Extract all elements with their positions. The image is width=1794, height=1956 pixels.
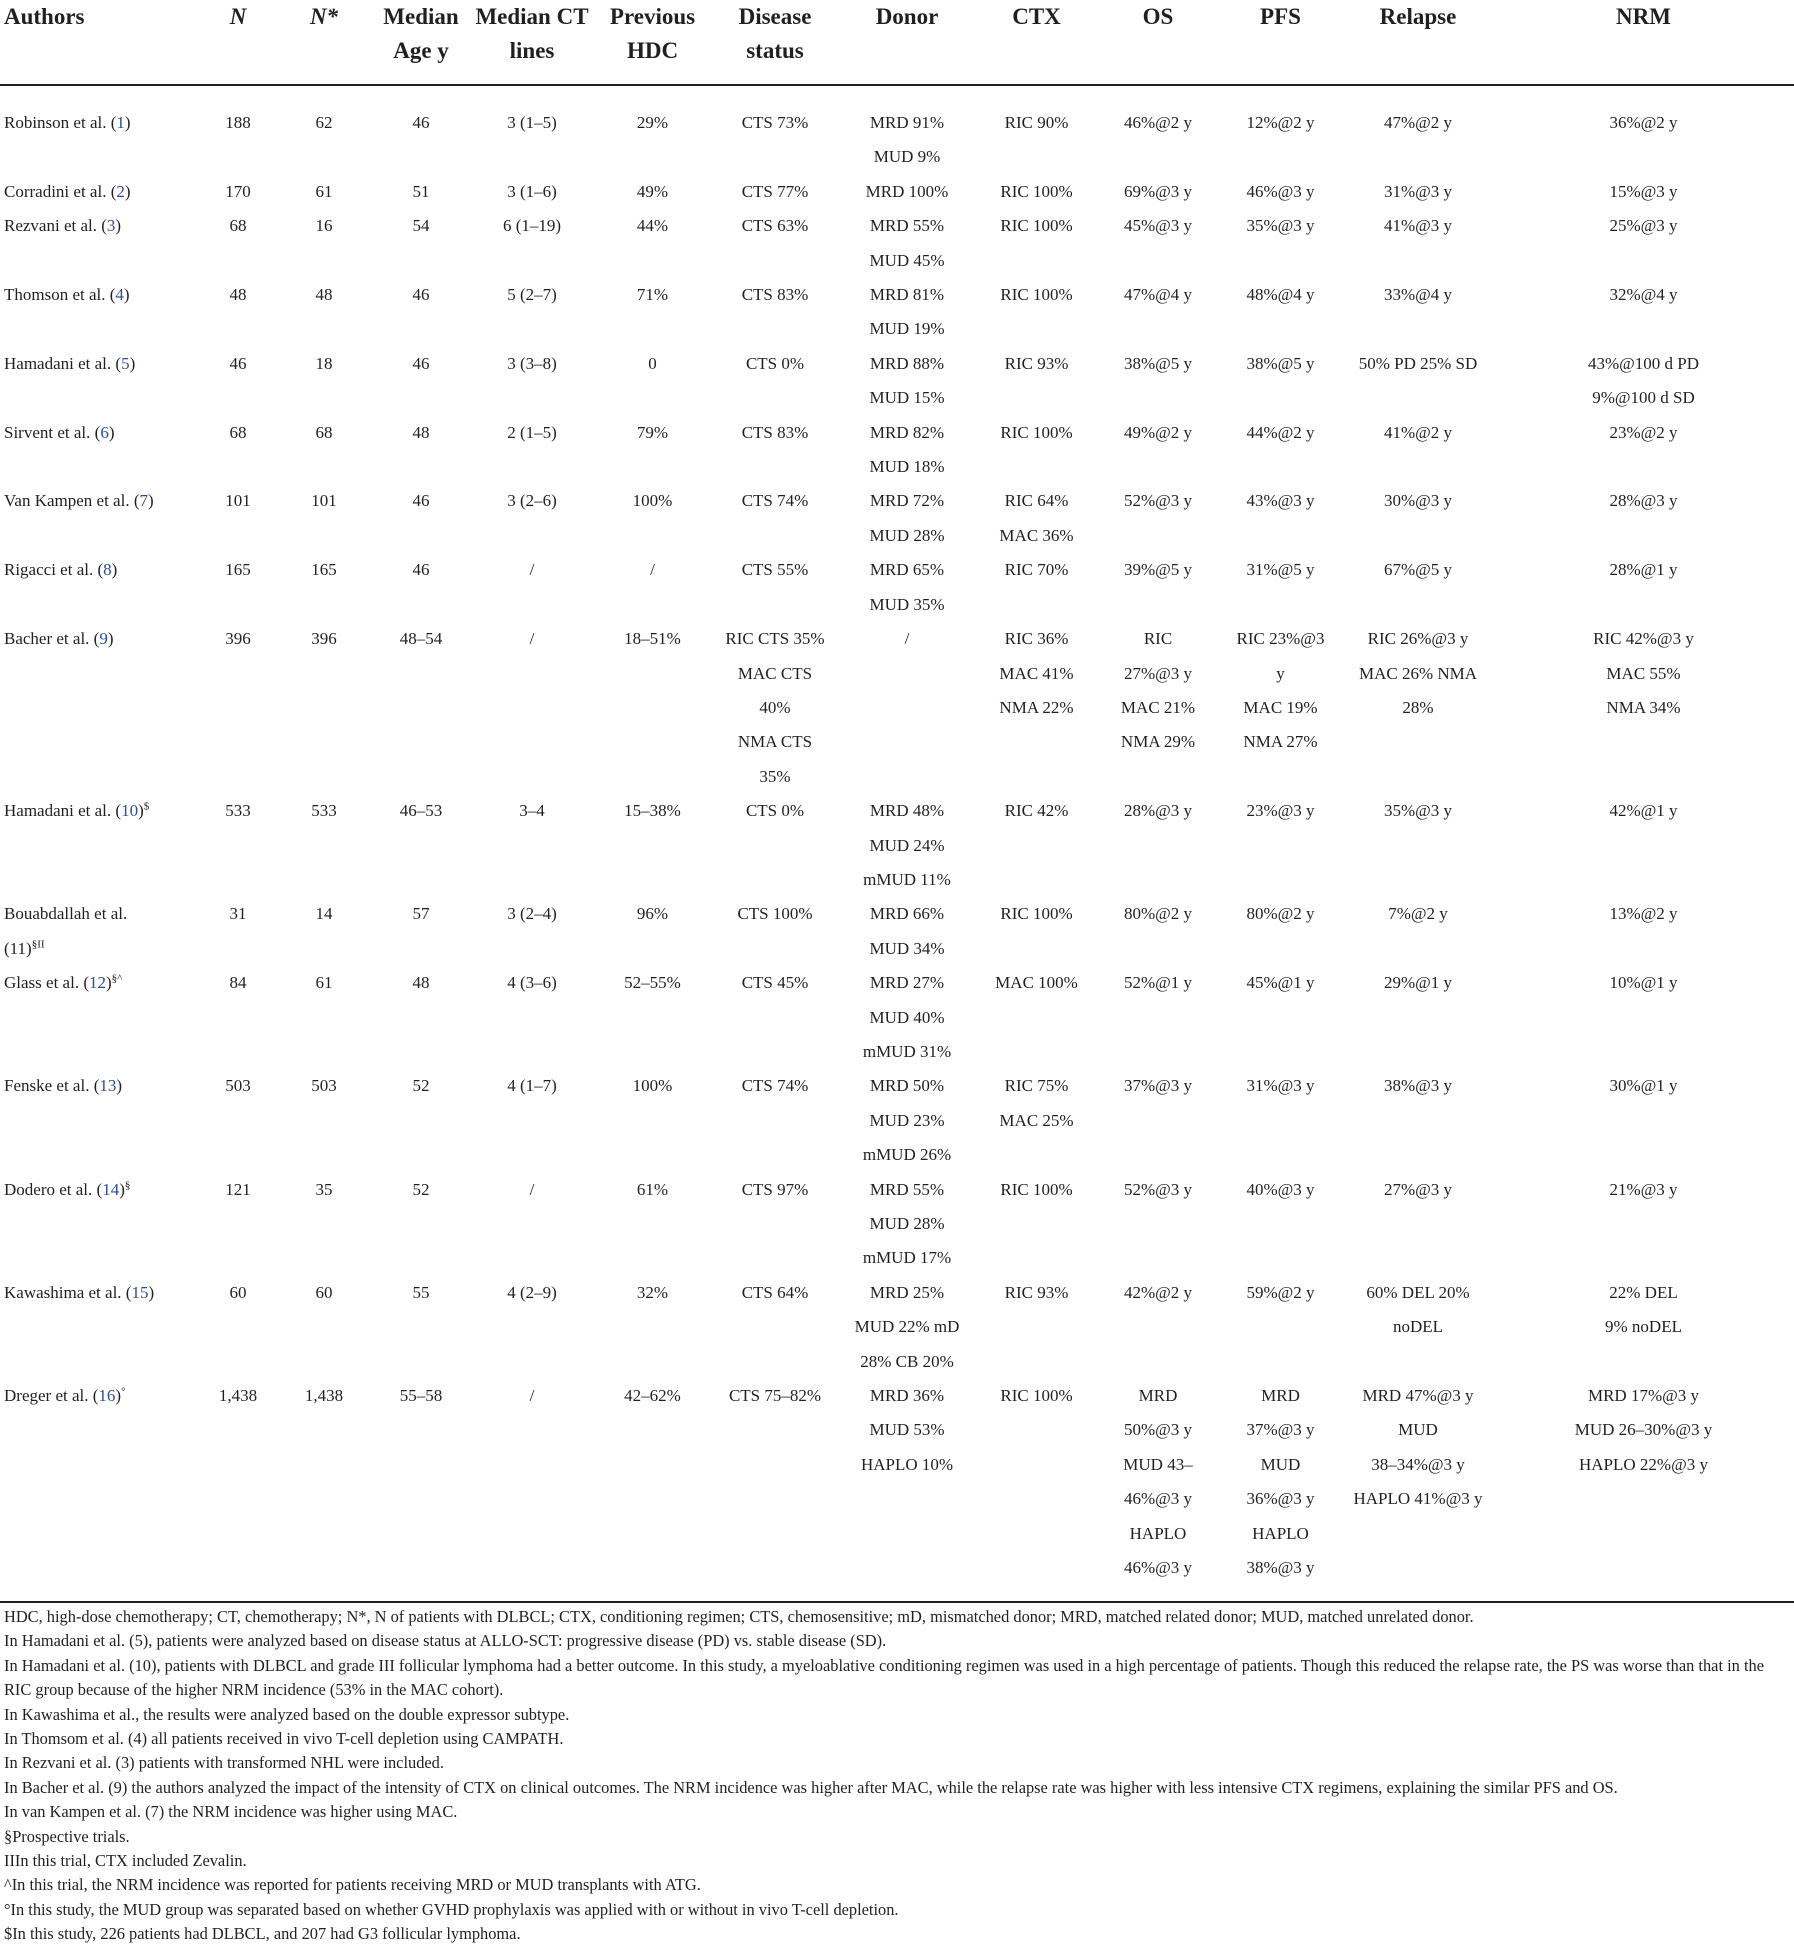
cell-nrm: 10%@1 y <box>1609 973 1678 993</box>
reference-link[interactable]: 10 <box>121 801 139 821</box>
cell-disease-status: CTS 55% <box>741 560 809 580</box>
cell-ct: / <box>529 1179 535 1199</box>
footnote: °In this study, the MUD group was separated based on whether GVHD prophylaxis was applied with or without in vivo T-cell depletion. <box>4 1899 899 1919</box>
cell-donor: MRD 100% <box>865 181 949 201</box>
reference-link[interactable]: 14 <box>102 1179 120 1199</box>
cell-ctx: MAC 100% <box>995 973 1078 993</box>
cell-hdc: 79% <box>636 422 669 442</box>
cell-os: 37%@3 y <box>1123 1076 1193 1096</box>
cell-ct: 3 (1–6) <box>507 181 557 201</box>
cell-ct: 3–4 <box>519 801 545 821</box>
column-header-previous-hdc: Previous HDC <box>594 0 711 85</box>
cell-donor: MRD 55% MUD 45% <box>869 216 945 270</box>
cell-nrm: RIC 42%@3 y MAC 55% NMA 34% <box>1593 629 1694 717</box>
column-header-relapse: Relapse <box>1343 0 1493 85</box>
cell-os: 47%@4 y <box>1123 285 1193 305</box>
cell-ctx: RIC 36% MAC 41% NMA 22% <box>999 629 1074 717</box>
cell-ct: / <box>470 1379 594 1602</box>
cell-disease-status: CTS 83% <box>741 285 809 305</box>
footnote: In Hamadani et al. (10), patients with DLBCL and grade III follicular lymphoma had a better outcome. In this study, a myeloablative conditioning regimen was used in a high percentage of patients. Though this reduced the relapse rate, the PS was worse than that in the RIC group because of the higher NRM incidence (53% in the MAC cohort). <box>4 1655 1764 1700</box>
cell-nrm: 32%@4 y <box>1609 285 1678 305</box>
table-row <box>0 209 1794 278</box>
cell-hdc: 18–51% <box>624 629 681 649</box>
cell-pfs: 38%@5 y <box>1246 353 1315 373</box>
cell-os: 69%@3 y <box>1123 181 1193 201</box>
author-cell: Robinson et al. (1) <box>4 113 131 132</box>
cell-n: 68 <box>229 216 247 236</box>
cell-nrm: 43%@100 d PD 9%@100 d SD <box>1587 353 1700 408</box>
cell-hdc: 100% <box>632 1076 673 1096</box>
cell-os: 46%@2 y <box>1123 113 1193 132</box>
cell-donor: MRD 65% MUD 35% <box>869 560 945 614</box>
column-header-os: OS <box>1098 0 1218 85</box>
cell-ct: / <box>529 629 535 649</box>
cell-pfs: 31%@3 y <box>1246 1076 1315 1096</box>
footnote: In van Kampen et al. (7) the NRM incidence was higher using MAC. <box>4 1802 458 1822</box>
cell-nrm: 25%@3 y <box>1609 216 1678 236</box>
table-row <box>0 794 1794 897</box>
table-row <box>0 553 1794 622</box>
cell-hdc: 0 <box>648 353 657 373</box>
cell-os: 52%@1 y <box>1123 973 1193 993</box>
table-row <box>0 1276 1794 1379</box>
cell-disease-status: CTS 45% <box>741 973 809 993</box>
column-header-n-star: N* <box>276 0 372 85</box>
cell-ct: 4 (3–6) <box>507 973 557 993</box>
cell-ctx: RIC 100% <box>1000 181 1073 201</box>
cell-pfs: 80%@2 y <box>1246 904 1315 924</box>
reference-link[interactable]: 16 <box>98 1386 116 1406</box>
reference-link[interactable]: 15 <box>131 1282 149 1302</box>
cell-relapse: 35%@3 y <box>1383 801 1453 821</box>
cell-n: 165 <box>225 560 251 580</box>
author-cell: Sirvent et al. (6) <box>4 422 115 442</box>
cell-disease-status: CTS 77% <box>741 181 809 201</box>
cell-hdc: 71% <box>636 285 669 305</box>
column-header-ctx: CTX <box>975 0 1098 85</box>
cell-n: 170 <box>225 181 251 201</box>
table-row <box>0 1173 1794 1276</box>
cell-nstar: 533 <box>311 801 337 821</box>
cell-pfs: 31%@5 y <box>1246 560 1315 580</box>
cell-hdc: 49% <box>636 181 669 201</box>
cell-ctx: RIC 100% <box>1000 1179 1073 1199</box>
author-cell: Dodero et al. (14)§ <box>4 1178 131 1199</box>
cell-ctx: RIC 93% <box>1004 1282 1069 1302</box>
footnote: HDC, high-dose chemotherapy; CT, chemotherapy; N*, N of patients with DLBCL; CTX, conditioning regimen; CTS, chemosensitive; mD, mismatched donor; MRD, matched related donor; MUD, matched unrelated donor. <box>4 1607 1474 1626</box>
cell-relapse: MRD 47%@3 y MUD 38–34%@3 y HAPLO 41%@3 y <box>1343 1379 1493 1602</box>
reference-link[interactable]: 8 <box>103 560 112 580</box>
cell-ctx: RIC 100% <box>1000 285 1073 305</box>
cell-os: 28%@3 y <box>1123 801 1193 821</box>
column-header-pfs: PFS <box>1218 0 1343 85</box>
footnote: In Bacher et al. (9) the authors analyzed the impact of the intensity of CTX on clinical outcomes. The NRM incidence was higher after MAC, while the relapse rate was higher with less intensive CTX regimens, explaining the similar PFS and OS. <box>4 1777 1618 1797</box>
cell-nrm: 42%@1 y <box>1609 801 1678 821</box>
cell-nstar: 61 <box>315 973 333 993</box>
cell-pfs: 44%@2 y <box>1246 422 1315 442</box>
column-header-disease-status: Disease status <box>711 0 839 85</box>
column-header-authors: Authors <box>0 0 200 85</box>
cell-donor: MRD 66% MUD 34% <box>869 904 945 958</box>
cell-os: 52%@3 y <box>1123 1179 1193 1199</box>
cell-donor: MRD 48% MUD 24% mMUD 11% <box>863 801 951 889</box>
cell-n: 84 <box>229 973 247 993</box>
cell-relapse: 33%@4 y <box>1383 285 1453 305</box>
cell-n: 60 <box>229 1282 247 1302</box>
cell-n: 31 <box>229 904 247 924</box>
cell-disease-status: CTS 100% <box>737 904 813 924</box>
table-row <box>0 347 1794 416</box>
cell-nstar: 62 <box>315 113 333 132</box>
cell-donor: MRD 72% MUD 28% <box>869 491 945 545</box>
cell-nstar: 61 <box>315 181 333 201</box>
cell-relapse: 29%@1 y <box>1383 973 1453 993</box>
cell-donor: MRD 36% MUD 53% HAPLO 10% <box>839 1379 975 1602</box>
cell-age: 46 <box>412 560 430 580</box>
cell-os: MRD 50%@3 y MUD 43– 46%@3 y HAPLO 46%@3 y <box>1098 1379 1218 1602</box>
footnote: $In this study, 226 patients had DLBCL, and 207 had G3 follicular lymphoma. <box>4 1924 521 1944</box>
cell-ctx: RIC 90% <box>1004 113 1069 132</box>
cell-relapse: 38%@3 y <box>1383 1076 1453 1096</box>
cell-relapse: RIC 26%@3 y MAC 26% NMA 28% <box>1358 629 1478 717</box>
reference-link[interactable]: 13 <box>99 1076 117 1096</box>
author-cell: Bouabdallah et al. $(11)^{\S II}$ <box>4 904 128 958</box>
cell-os: 52%@3 y <box>1123 491 1193 511</box>
cell-donor: MRD 81% MUD 19% <box>869 285 945 339</box>
cell-age: 48 <box>412 973 430 993</box>
cell-hdc: 44% <box>636 216 669 236</box>
cell-age: 48–54 <box>399 629 443 649</box>
cell-hdc: 29% <box>636 113 669 132</box>
footnote: §Prospective trials. <box>4 1826 130 1846</box>
footnote: In Hamadani et al. (5), patients were analyzed based on disease status at ALLO-SCT: progressive disease (PD) vs. stable disease (SD). <box>4 1631 887 1651</box>
table-body <box>0 85 1794 1602</box>
table-row <box>0 897 1794 966</box>
author-cell: Rezvani et al. (3) <box>4 216 122 236</box>
cell-age: 52 <box>412 1179 430 1199</box>
cell-ct: 3 (2–6) <box>507 491 557 511</box>
cell-age: 46 <box>412 113 430 132</box>
cell-os: 45%@3 y <box>1123 216 1193 236</box>
cell-n: 396 <box>225 629 251 649</box>
cell-ct: 5 (2–7) <box>507 285 557 305</box>
cell-pfs: 35%@3 y <box>1246 216 1315 236</box>
reference-link[interactable]: 12 <box>88 973 106 993</box>
cell-ct: 4 (1–7) <box>507 1076 557 1096</box>
cell-nrm: MRD 17%@3 y MUD 26–30%@3 y HAPLO 22%@3 y <box>1493 1379 1794 1602</box>
reference-link[interactable]: 1 <box>116 113 125 132</box>
footnote: In Thomsom et al. (4) all patients received in vivo T-cell depletion using CAMPATH. <box>4 1729 564 1749</box>
cell-hdc: 32% <box>636 1282 669 1302</box>
cell-nrm: 36%@2 y <box>1609 113 1678 132</box>
cell-age: 46–53 <box>399 801 443 821</box>
cell-hdc: 52–55% <box>624 973 681 993</box>
cell-donor: MRD 27% MUD 40% mMUD 31% <box>862 973 952 1061</box>
cell-relapse: 7%@2 y <box>1388 904 1448 924</box>
author-cell: Rigacci et al. (8) <box>4 560 118 580</box>
cell-ctx: RIC 64% MAC 36% <box>999 491 1074 545</box>
cell-hdc: 100% <box>632 491 673 511</box>
table-row <box>0 1069 1794 1172</box>
cell-donor: / <box>904 629 910 649</box>
cell-relapse: 67%@5 y <box>1383 560 1453 580</box>
table-row <box>0 622 1794 794</box>
cell-os: 42%@2 y <box>1123 1282 1193 1302</box>
cell-nstar: 14 <box>315 904 333 924</box>
cell-relapse: 27%@3 y <box>1383 1179 1453 1199</box>
column-header-median-ct-lines: Median CT lines <box>470 0 594 85</box>
cell-age: 52 <box>412 1076 430 1096</box>
cell-ctx: RIC 100% <box>1000 422 1073 442</box>
cell-relapse: 31%@3 y <box>1383 181 1453 201</box>
cell-hdc: 96% <box>636 904 669 924</box>
reference-link[interactable]: 7 <box>139 491 148 511</box>
cell-relapse: 30%@3 y <box>1383 491 1453 511</box>
author-cell: Glass et al. (12)§^ <box>4 972 123 993</box>
footnote: ^In this trial, the NRM incidence was reported for patients receiving MRD or MUD transplants with ATG. <box>4 1875 701 1895</box>
cell-disease-status: CTS 74% <box>741 491 809 511</box>
column-header-nrm: NRM <box>1493 0 1794 85</box>
cell-donor: MRD 50% MUD 23% mMUD 26% <box>862 1076 952 1165</box>
cell-nstar: 165 <box>311 560 337 580</box>
reference-link[interactable]: 4 <box>115 285 124 305</box>
cell-pfs: MRD 37%@3 y MUD 36%@3 y HAPLO 38%@3 y <box>1218 1379 1343 1602</box>
cell-ct: 2 (1–5) <box>507 422 557 442</box>
author-cell: Dreger et al. (16)° <box>0 1379 200 1602</box>
cell-nstar: 1,438 <box>276 1379 372 1602</box>
cell-age: 51 <box>412 181 430 201</box>
cell-nrm: 23%@2 y <box>1609 422 1678 442</box>
cell-hdc: 61% <box>636 1179 669 1199</box>
author-cell: Fenske et al. (13) <box>4 1076 123 1096</box>
cell-ct: / <box>529 560 535 580</box>
reference-link[interactable]: 6 <box>100 422 109 442</box>
reference-link[interactable]: 5 <box>121 353 130 373</box>
cell-nstar: 35 <box>315 1179 333 1199</box>
column-header-median-age: Median Age y <box>372 0 470 85</box>
reference-link[interactable]: 9 <box>99 629 108 649</box>
cell-age: 46 <box>412 285 430 305</box>
cell-pfs: 40%@3 y <box>1246 1179 1315 1199</box>
cell-age: 46 <box>412 491 430 511</box>
footnote: In Kawashima et al., the results were analyzed based on the double expressor subtype. <box>4 1704 570 1724</box>
cell-age: 55 <box>412 1282 430 1302</box>
cell-disease-status: CTS 63% <box>741 216 809 236</box>
author-cell: Van Kampen et al. (7) <box>4 491 154 511</box>
cell-ct: 4 (2–9) <box>507 1282 557 1302</box>
cell-nrm: 21%@3 y <box>1609 1179 1678 1199</box>
cell-n: 188 <box>225 113 251 132</box>
cell-hdc: 42–62% <box>594 1379 711 1602</box>
reference-link[interactable]: 2 <box>116 181 125 201</box>
reference-link[interactable]: 3 <box>106 216 116 236</box>
author-cell: Hamadani et al. (5) <box>4 353 136 373</box>
author-cell: Thomson et al. (4) <box>4 285 130 305</box>
table-row <box>0 175 1794 209</box>
cell-disease-status: CTS 83% <box>741 422 809 442</box>
cell-os: 39%@5 y <box>1123 560 1193 580</box>
cell-ctx: RIC 42% <box>1004 801 1069 821</box>
cell-hdc: / <box>650 560 655 580</box>
cell-os: 38%@5 y <box>1123 353 1193 373</box>
cell-n: 1,438 <box>200 1379 276 1602</box>
cell-os: RIC 27%@3 y MAC 21% NMA 29% <box>1120 629 1196 752</box>
cell-relapse: 60% DEL 20% noDEL <box>1366 1282 1470 1337</box>
cell-disease-status: CTS 0% <box>745 353 805 373</box>
table-row <box>0 278 1794 347</box>
cell-nrm: 30%@1 y <box>1609 1076 1678 1096</box>
cell-pfs: 46%@3 y <box>1246 181 1315 201</box>
cell-age: 48 <box>412 422 430 442</box>
cell-ct: 3 (3–8) <box>507 353 557 373</box>
author-cell: Corradini et al. (2) <box>4 181 131 201</box>
cell-nstar: 48 <box>315 285 333 305</box>
cell-nrm: 22% DEL 9% noDEL <box>1605 1282 1682 1337</box>
table-row <box>0 1379 1794 1602</box>
cell-relapse: 41%@3 y <box>1383 216 1453 236</box>
cell-donor: MRD 55% MUD 28% mMUD 17% <box>862 1179 952 1268</box>
footnote: IIIn this trial, CTX included Zevalin. <box>4 1851 247 1871</box>
footnote: In Rezvani et al. (3) patients with transformed NHL were included. <box>4 1753 444 1773</box>
cell-disease-status: CTS 64% <box>741 1282 809 1302</box>
cell-donor: MRD 88% MUD 15% <box>869 353 945 408</box>
cell-ctx: RIC 100% <box>975 1379 1098 1602</box>
cell-age: 57 <box>412 904 430 924</box>
author-cell: Bacher et al. (9) <box>4 629 114 649</box>
cell-pfs: 12%@2 y <box>1246 113 1315 132</box>
cell-os: 80%@2 y <box>1123 904 1193 924</box>
cell-disease-status: CTS 75–82% <box>711 1379 839 1602</box>
table-row <box>0 966 1794 1069</box>
cell-pfs: 23%@3 y <box>1246 801 1315 821</box>
column-header-n: N <box>200 0 276 85</box>
cell-pfs: 45%@1 y <box>1246 973 1315 993</box>
author-cell: Kawashima et al. (15) <box>4 1282 155 1302</box>
cell-disease-status: CTS 73% <box>741 113 809 132</box>
cell-nstar: 101 <box>311 491 337 511</box>
cell-n: 48 <box>229 285 247 305</box>
cell-relapse: 47%@2 y <box>1383 113 1453 132</box>
cell-age: 55–58 <box>372 1379 470 1602</box>
cell-donor: MRD 25% MUD 22% mD 28% CB 20% <box>854 1282 960 1371</box>
table-row <box>0 416 1794 485</box>
cell-pfs: 48%@4 y <box>1246 285 1315 305</box>
author-cell: Hamadani et al. (10)$ <box>4 800 150 821</box>
header-row <box>0 0 1794 85</box>
cell-age: 46 <box>412 353 430 373</box>
cell-nstar: 18 <box>315 353 333 373</box>
cell-ctx: RIC 100% <box>1000 216 1073 236</box>
cell-nrm: 28%@1 y <box>1609 560 1678 580</box>
cell-disease-status: CTS 97% <box>741 1179 809 1199</box>
column-header-donor: Donor <box>839 0 975 85</box>
cell-hdc: 15–38% <box>624 801 681 821</box>
cell-pfs: 43%@3 y <box>1246 491 1315 511</box>
cell-nstar: 60 <box>315 1282 333 1302</box>
cell-n: 533 <box>225 801 251 821</box>
cell-relapse: 41%@2 y <box>1383 422 1453 442</box>
cell-pfs: RIC 23%@3 y MAC 19% NMA 27% <box>1236 629 1325 752</box>
cell-n: 46 <box>229 353 247 373</box>
cell-nstar: 68 <box>315 422 333 442</box>
cell-nstar: 503 <box>311 1076 337 1096</box>
table-row <box>0 85 1794 175</box>
cell-pfs: 59%@2 y <box>1246 1282 1315 1302</box>
cell-os: 49%@2 y <box>1123 422 1193 442</box>
cell-n: 68 <box>229 422 247 442</box>
cell-nstar: 396 <box>311 629 337 649</box>
cell-ctx: RIC 70% <box>1004 560 1069 580</box>
cell-ctx: RIC 100% <box>1000 904 1073 924</box>
cell-n: 101 <box>225 491 251 511</box>
cell-ct: 3 (1–5) <box>507 113 557 132</box>
cell-nrm: 13%@2 y <box>1609 904 1678 924</box>
table-row <box>0 484 1794 553</box>
cell-n: 121 <box>225 1179 251 1199</box>
table-footnotes <box>4 1605 1790 1947</box>
cell-disease-status: RIC CTS 35% MAC CTS 40% NMA CTS 35% <box>725 629 825 786</box>
cell-donor: MRD 82% MUD 18% <box>869 422 945 477</box>
cell-nrm: 15%@3 y <box>1609 181 1678 201</box>
cell-ct: 3 (2–4) <box>507 904 557 924</box>
cell-age: 54 <box>412 216 430 236</box>
cell-disease-status: CTS 0% <box>745 801 805 821</box>
cell-donor: MRD 91% MUD 9% <box>869 113 945 167</box>
cell-nstar: 16 <box>315 216 333 236</box>
cell-nrm: 28%@3 y <box>1609 491 1678 511</box>
cell-n: 503 <box>225 1076 251 1096</box>
cell-ctx: RIC 75% MAC 25% <box>999 1076 1074 1130</box>
cell-ctx: RIC 93% <box>1004 353 1069 373</box>
cell-relapse: 50% PD 25% SD <box>1358 353 1478 373</box>
cell-disease-status: CTS 74% <box>741 1076 809 1096</box>
cell-ct: 6 (1–19) <box>502 216 562 236</box>
